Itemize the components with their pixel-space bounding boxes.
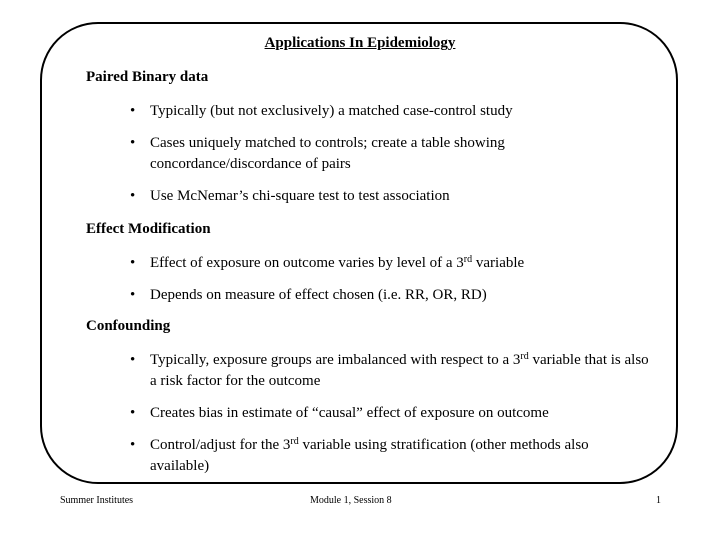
bullet-text: Control/adjust for the 3rd variable using stratification (other methods also available) <box>150 436 589 474</box>
bullet-item <box>130 285 650 306</box>
bullet-icon: • <box>130 135 136 151</box>
bullet-icon: • <box>130 405 136 421</box>
bullet-text: Depends on measure of effect chosen (i.e. RR, OR, RD) <box>150 287 487 303</box>
footer-center: Module 1, Session 8 <box>310 495 392 506</box>
section-heading-paired-binary: Paired Binary data <box>86 69 209 85</box>
bullet-item <box>130 403 650 424</box>
bullet-icon: • <box>130 287 136 303</box>
bullet-text: Creates bias in estimate of “causal” effect of exposure on outcome <box>150 405 549 421</box>
bullet-text: Effect of exposure on outcome varies by level of a 3rd variable <box>150 254 525 271</box>
section-heading-effect-modification: Effect Modification <box>86 221 211 237</box>
bullet-text: Typically, exposure groups are imbalanced with respect to a 3rd variable that is also a risk factor for the outcome <box>150 351 649 389</box>
section-heading-confounding: Confounding <box>86 318 171 334</box>
bullet-item <box>130 435 650 477</box>
bullet-item <box>130 101 650 122</box>
slide-title: Applications In Epidemiology <box>264 35 456 51</box>
footer-page-number: 1 <box>656 495 661 506</box>
bullet-text: Use McNemar’s chi-square test to test association <box>150 188 450 204</box>
bullet-item <box>130 253 650 274</box>
bullet-icon: • <box>130 352 136 368</box>
bullet-icon: • <box>130 255 136 271</box>
bullet-text: Typically (but not exclusively) a matched case-control study <box>150 103 513 119</box>
bullet-icon: • <box>130 188 136 204</box>
bullet-text: Cases uniquely matched to controls; create a table showing concordance/discordance of pairs <box>150 135 505 172</box>
bullet-item <box>130 350 650 392</box>
bullet-icon: • <box>130 103 136 119</box>
footer-left: Summer Institutes <box>60 495 134 506</box>
bullet-item <box>130 186 650 207</box>
bullet-icon: • <box>130 437 136 453</box>
bullet-item <box>130 133 650 175</box>
